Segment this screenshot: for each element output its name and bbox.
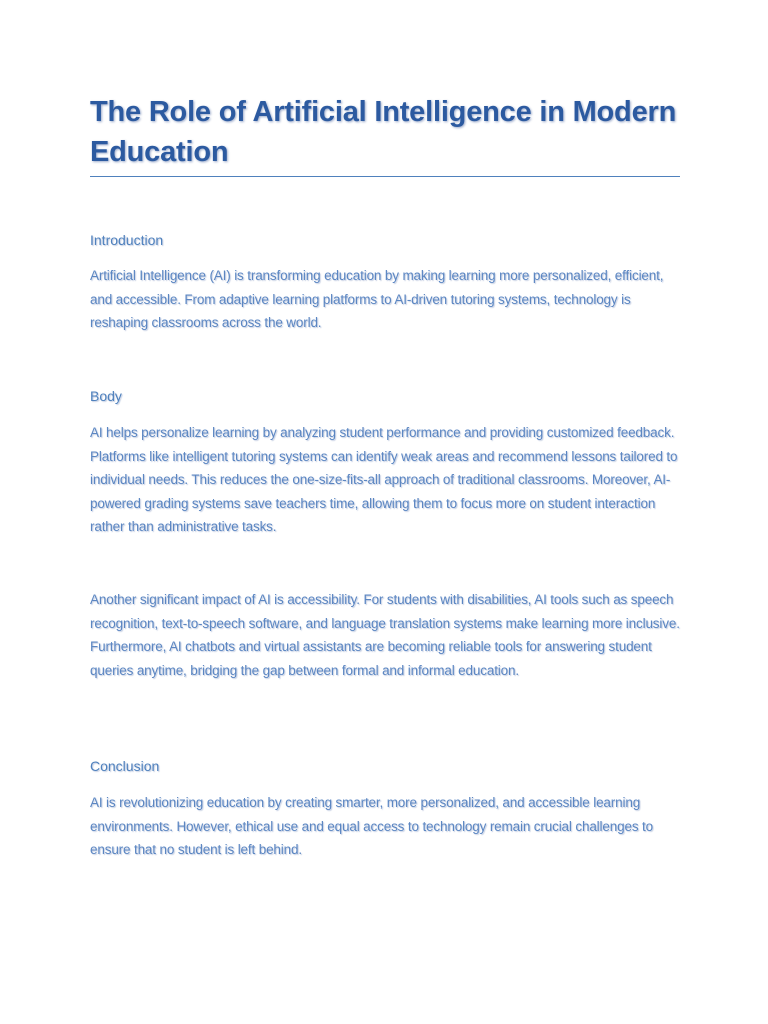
body-paragraph-1: AI helps personalize learning by analyzing student performance and providing customized feedback. Platforms like intelligent tutoring systems can identify weak areas and recommend lessons tailored to individual needs. This reduces the one-size-fits-all approach of traditional classrooms. Moreover, AI-powered grading systems save teachers time, allowing them to focus more on student interaction rather than administrative tasks. (90, 425, 678, 534)
document-title: The Role of Artificial Intelligence in Modern Education (90, 96, 677, 168)
title-underline-divider (90, 176, 680, 177)
introduction-paragraph: Artificial Intelligence (AI) is transforming education by making learning more personalized, efficient, and accessible. From adaptive learning platforms to AI-driven tutoring systems, technology is reshaping classrooms across the world. (90, 268, 664, 330)
body-heading: Body (90, 388, 122, 404)
conclusion-heading: Conclusion (90, 758, 160, 774)
conclusion-paragraph: AI is revolutionizing education by creating smarter, more personalized, and accessible learning environments. However, ethical use and equal access to technology remain crucial challenges to ensure that no student is left behind. (90, 795, 653, 857)
body-paragraph-2: Another significant impact of AI is accessibility. For students with disabilities, AI tools such as speech recognition, text-to-speech software, and language translation systems make learning more inclusive. Furthermore, AI chatbots and virtual assistants are becoming reliable tools for answering student queries anytime, bridging the gap between formal and informal education. (90, 592, 680, 678)
introduction-heading: Introduction (90, 232, 164, 248)
